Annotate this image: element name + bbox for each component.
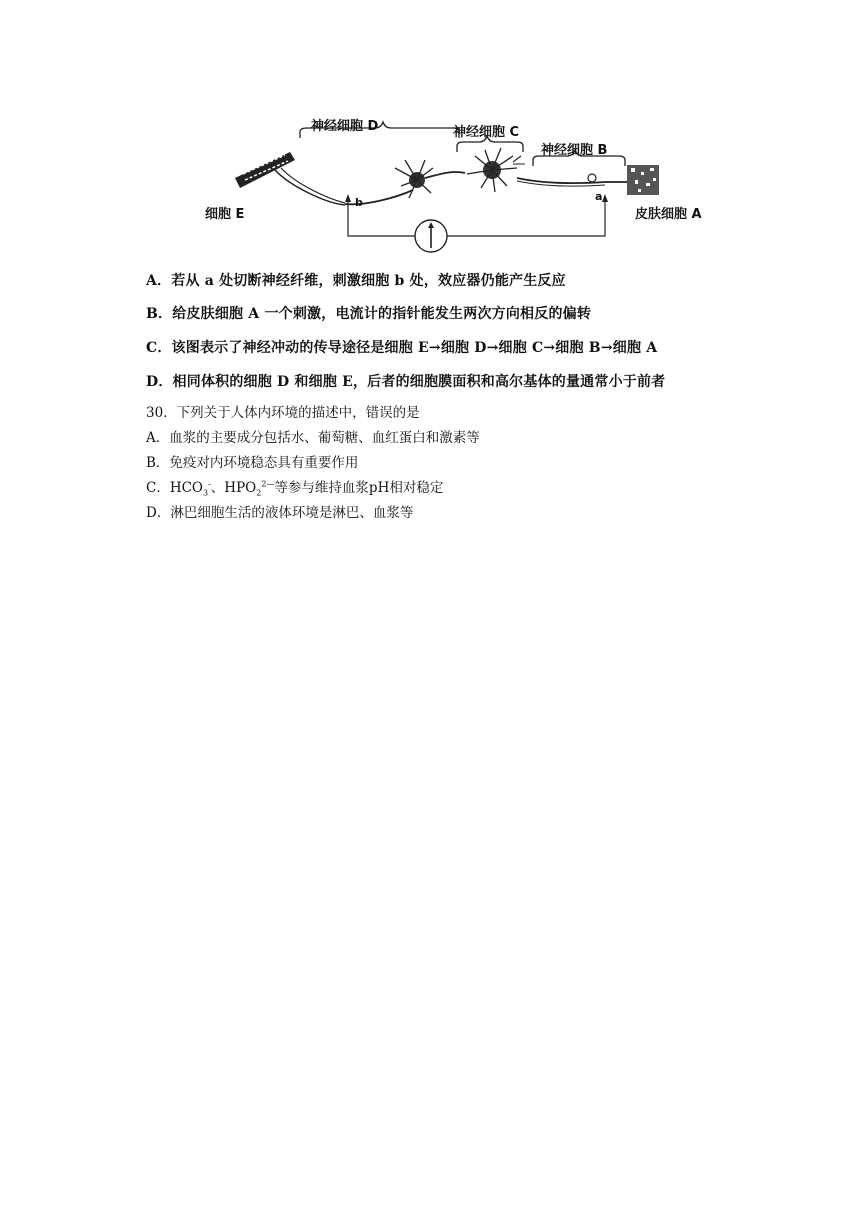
question-30-option-c [146,476,443,498]
option-c-suffix: 等参与维持血浆pH相对稳定 [274,480,444,496]
label-a: a [595,190,603,203]
axon-b [517,178,627,183]
neuron-c-shape [467,148,525,192]
question-30-option-b: B．免疫对内环境稳态具有重要作用 [146,455,359,471]
reflex-arc-diagram [195,108,715,258]
option-29-d: D．相同体积的细胞 D 和细胞 E，后者的细胞膜面积和高尔基体的量通常小于前者 [146,374,666,390]
electrode-a [588,174,596,182]
question-30-option-d: D．淋巴细胞生活的液体环境是淋巴、血浆等 [146,505,414,521]
label-neuron-b: 神经细胞 B [541,143,608,158]
galvanometer [345,194,608,252]
option-c-mid: 、HPO [210,480,257,496]
option-c-sub1: 3 [203,488,209,498]
option-29-a: A．若从 a 处切断神经纤维，刺激细胞 b 处，效应器仍能产生反应 [146,273,566,289]
label-neuron-c: 神经细胞 C [453,125,520,140]
option-c-sup2: 2— [261,479,275,489]
label-cell-e: 细胞 E [205,207,245,222]
reflex-arc-svg [195,108,715,258]
question-30-stem: 30．下列关于人体内环境的描述中，错误的是 [146,405,420,421]
option-29-c: C．该图表示了神经冲动的传导途径是细胞 E→细胞 D→细胞 C→细胞 B→细胞 A [146,340,658,356]
label-b: b [355,196,363,209]
label-skin-a: 皮肤细胞 A [635,207,702,222]
skin-cell-a-shape [627,165,659,195]
question-30-option-a: A．血浆的主要成分包括水、葡萄糖、血红蛋白和激素等 [146,430,480,446]
option-29-b: B．给皮肤细胞 A 一个刺激，电流计的指针能发生两次方向相反的偏转 [146,306,592,322]
label-neuron-d: 神经细胞 D [311,119,379,134]
cell-e-shape [235,152,345,205]
option-c-prefix: C．HCO [146,480,203,496]
option-c-sup1: - [208,479,211,489]
option-c-sub2: 2 [256,488,262,498]
